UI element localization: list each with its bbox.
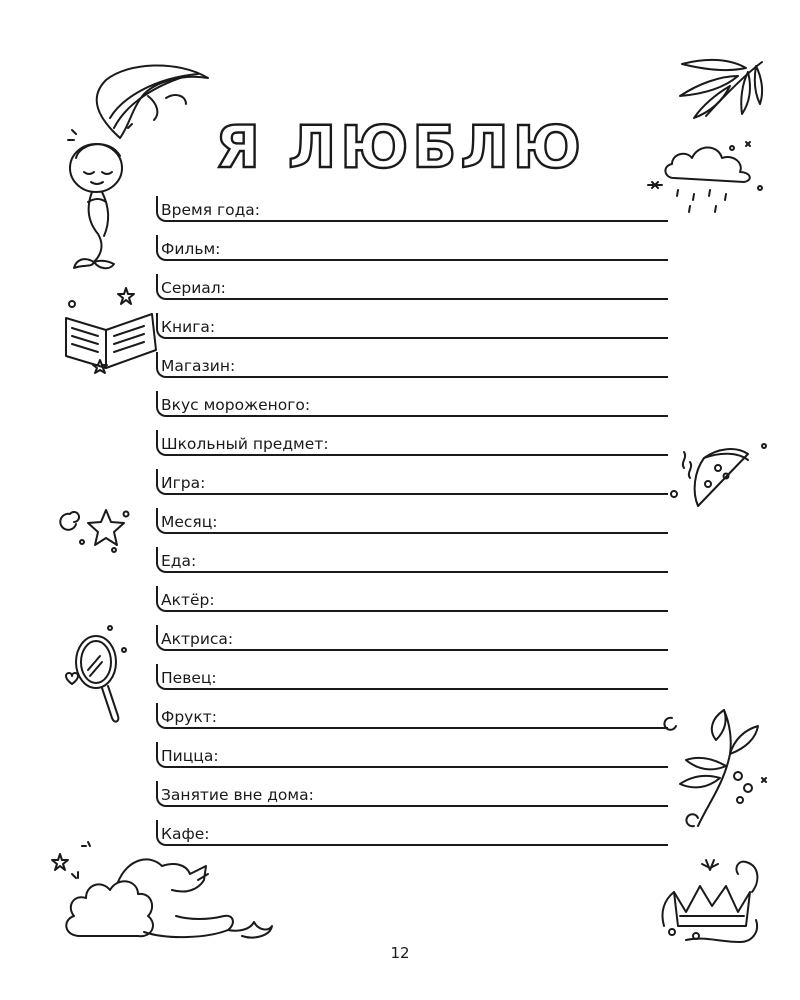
row-label: Певец: [161, 669, 217, 687]
row-label: Школьный предмет: [161, 435, 329, 453]
row-label: Время года: [161, 201, 261, 219]
page-title: Я ЛЮБЛЮ [215, 113, 585, 181]
list-item [156, 695, 668, 734]
list-item [156, 383, 668, 422]
sheep-unicorn-icon [58, 836, 278, 946]
row-label: Магазин: [161, 357, 236, 375]
row-label: Фильм: [161, 240, 221, 258]
list-item [156, 344, 668, 383]
row-label: Фрукт: [161, 708, 217, 726]
list-item [156, 734, 668, 773]
hand-mirror-icon [58, 622, 134, 726]
answer-line[interactable] [156, 703, 668, 729]
flower-branch-icon [668, 704, 768, 834]
cloud-icon [646, 134, 766, 224]
row-label: Занятие вне дома: [161, 786, 314, 804]
list-item [156, 305, 668, 344]
answer-line[interactable] [156, 508, 668, 534]
answer-line[interactable] [156, 742, 668, 768]
list-item [156, 773, 668, 812]
row-label: Вкус мороженого: [161, 396, 311, 414]
row-label: Актёр: [161, 591, 215, 609]
answer-line[interactable] [156, 274, 668, 300]
mermaid-icon [58, 58, 221, 273]
answer-line[interactable] [156, 664, 668, 690]
answer-line[interactable] [156, 313, 668, 339]
leaf-branch-icon [676, 54, 766, 120]
list-item [156, 539, 668, 578]
crown-icon [660, 856, 764, 946]
list-item [156, 188, 668, 227]
row-label: Актриса: [161, 630, 234, 648]
answer-line[interactable] [156, 469, 668, 495]
list-item [156, 500, 668, 539]
row-label: Игра: [161, 474, 206, 492]
list-item [156, 656, 668, 695]
row-label: Месяц: [161, 513, 218, 531]
list-item [156, 227, 668, 266]
list-item [156, 617, 668, 656]
row-label: Пицца: [161, 747, 219, 765]
row-label: Сериал: [161, 279, 226, 297]
open-book-icon [60, 284, 160, 376]
row-label: Еда: [161, 552, 197, 570]
list-item [156, 266, 668, 305]
answer-line[interactable] [156, 547, 668, 573]
answer-line[interactable] [156, 235, 668, 261]
list-item [156, 578, 668, 617]
answer-list [156, 188, 668, 851]
list-item [156, 461, 668, 500]
list-item [156, 422, 668, 461]
row-label: Кафе: [161, 825, 210, 843]
star-icon [62, 504, 134, 554]
answer-line[interactable] [156, 586, 668, 612]
page-number: 12 [390, 944, 410, 962]
row-label: Книга: [161, 318, 216, 336]
pizza-slice-icon [668, 432, 772, 516]
